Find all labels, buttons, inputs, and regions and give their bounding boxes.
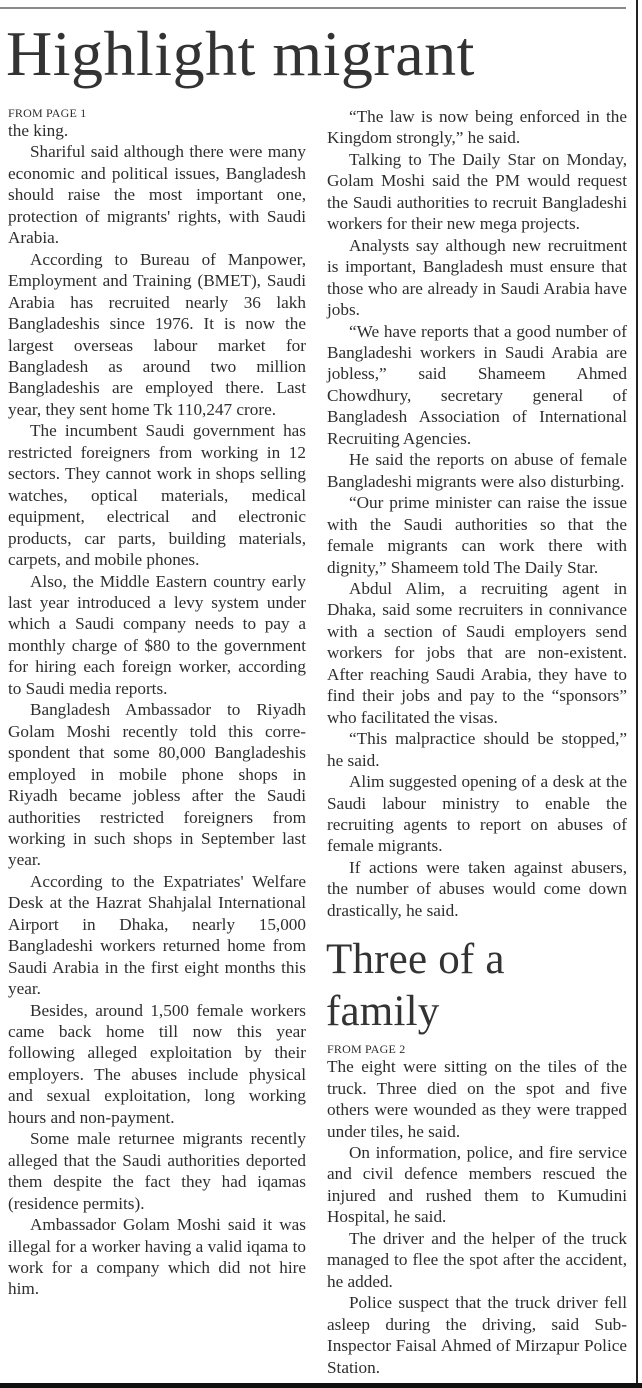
right-border [636, 0, 638, 1388]
top-rule [0, 7, 626, 9]
paragraph: He said the reports on abuse of female Bangladeshi migrants were also disturbing. [327, 450, 627, 491]
paragraph: Analysts say although new recruitment is important, Bangladesh must ensure that those who are already in Saudi Arabia have jobs. [327, 235, 627, 320]
article-right-column [327, 106, 627, 1378]
paragraph: Shariful said although there were many economic and political issues, Bangladesh should raise the most important one, protection of migrants' rights, with Saudi Arabia. [8, 142, 306, 248]
article-headline: Highlight migrant [6, 18, 475, 89]
paragraph: “Our prime minister can raise the issue with the Saudi authorities so that the female migrants can work there with dignity,” Shameem told The Daily Star. [327, 493, 627, 577]
paragraph: “We have reports that a good number of Bangladeshi workers in Saudi Arabia are jobless,” said Shameem Ahmed Chowdhury, secretary general of Bangladesh Association of International Recruiting Agencies. [327, 321, 627, 448]
paragraph: If actions were taken against abusers, the number of abuses would come down drastically, he said. [327, 857, 627, 920]
continuation-kicker: FROM PAGE 1 [8, 106, 87, 120]
second-article-body [327, 1056, 627, 1378]
paragraph: Abdul Alim, a recruiting agent in Dhaka, said some recruiters in connivance with a section of Saudi employers send workers for jobs that are non-existent. After reaching Saudi Arabia, they have to find their jobs and pay to the “sponsors” who facilitated the visas. [327, 578, 627, 727]
second-article-kicker: FROM PAGE 2 [327, 1042, 406, 1057]
paragraph: According to the Expatriates' Welfare Desk at the Hazrat Shahjalal International Airport in Dhaka, nearly 15,000 Bangladeshi workers returned home from Saudi Arabia in the first eight months this year. [8, 871, 306, 999]
paragraph: Talking to The Daily Star on Monday, Golam Moshi said the PM would request the Saudi authorities to recruit Bangladeshi workers for their new mega projects. [327, 149, 627, 234]
right-column-body [327, 106, 627, 921]
paragraph: According to Bureau of Manpower, Employment and Training (BMET), Saudi Arabia has recruited nearly 36 lakh Bangladeshis since 1976. It is now the largest overseas labour market for Bangladesh as around two million Bangladeshis are employed there. Last year, they sent home Tk 110,247 crore. [8, 249, 306, 419]
paragraph: Ambassador Golam Moshi said it was illegal for a worker having a valid iqama to work for a company which did not hire him. [8, 1215, 306, 1299]
paragraph: The incumbent Saudi government has restricted foreigners from working in 12 sectors. They cannot work in shops selling watches, optical materials, medical equipment, electrical and electronic products, car parts, building materials, carpets, and mobile phones. [8, 421, 306, 570]
bottom-border [0, 1383, 642, 1388]
paragraph: “This malpractice should be stopped,” he said. [327, 729, 627, 770]
paragraph: Also, the Middle Eastern country early last year introduced a levy system under which a Saudi company needs to pay a monthly charge of $80 to the government for hiring each foreign worker, according to Saudi media reports. [8, 571, 306, 698]
paragraph: Alim suggested opening of a desk at the Saudi labour ministry to enable the recruiting agents to report on abuses of female migrants. [327, 772, 627, 856]
paragraph: Besides, around 1,500 female workers came back home till now this year following alleged exploitation by their employers. The abuses include physical and sexual exploitation, long working hours and non-payment. [8, 1000, 306, 1127]
left-column-body [8, 120, 306, 1300]
paragraph: the king. [8, 121, 69, 140]
paragraph: Bangladesh Ambassador to Riyadh Golam Moshi recently told this correspondent that some 80,000 Bangladeshis employed in mobile phone shops in Riyadh became jobless after the Saudi authorities restricted foreigners from working in such shops in September last year. [8, 700, 306, 870]
paragraph: On information, police, and fire service and civil defence members rescued the injured and rushed them to Kumudini Hospital, he said. [327, 1143, 627, 1227]
article-left-column [8, 106, 306, 1300]
paragraph: Some male returnee migrants recently alleged that the Saudi authorities deported them despite the fact they had iqamas (residence permits). [8, 1129, 306, 1213]
paragraph: The eight were sitting on the tiles of the truck. Three died on the spot and five others were wounded as they were trapped under tiles, he said. [327, 1057, 627, 1141]
paragraph: The driver and the helper of the truck managed to flee the spot after the accident, he added. [327, 1228, 627, 1291]
second-article-headline: Three of a family [326, 936, 505, 1036]
paragraph: Police suspect that the truck driver fell asleep during the driving, said Sub-Inspector Faisal Ahmed of Mirzapur Police Station. [327, 1293, 627, 1377]
paragraph: “The law is now being enforced in the Kingdom strongly,” he said. [327, 107, 627, 148]
